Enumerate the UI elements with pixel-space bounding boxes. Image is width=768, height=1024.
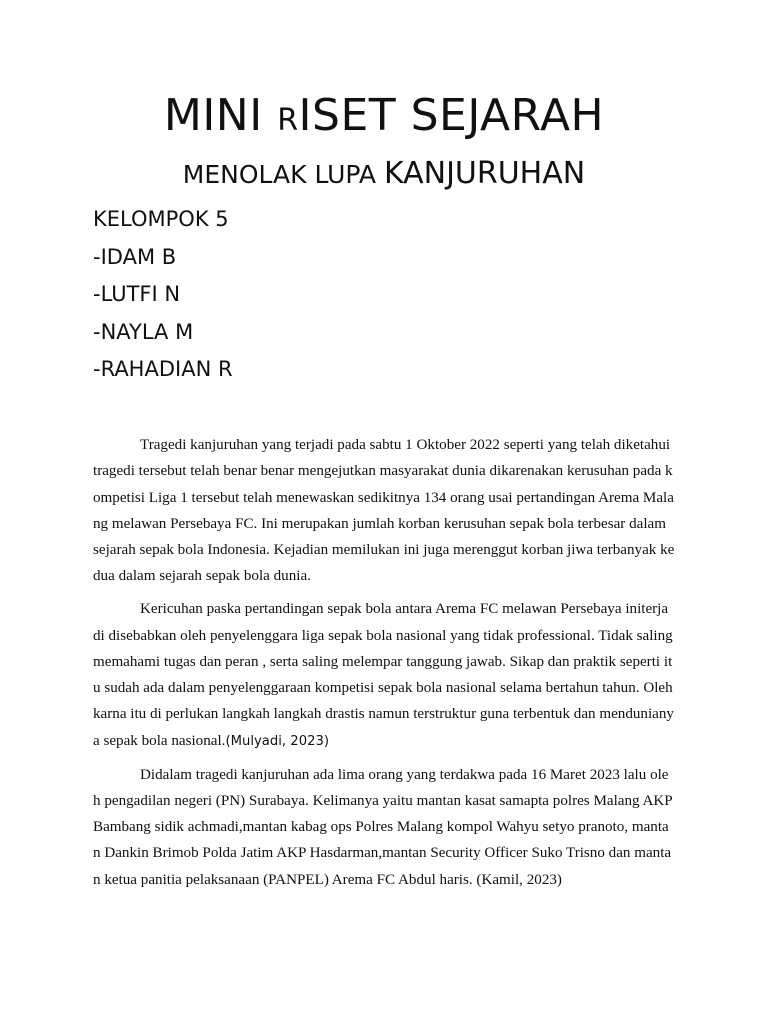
paragraph-3 [93,762,675,893]
paragraph-1 [93,432,675,590]
group-member: -NAYLA M [93,319,194,344]
paragraph-text: Kericuhan paska pertandingan sepak bola antara Arema FC melawan Persebaya initerjadi disebabkan oleh penyelenggara liga sepak bola nasional yang tidak professional. Tidak saling memahami tugas dan peran , serta saling melempar tanggung jawab. Sikap dan praktik seperti itu sudah ada dalam penyelenggaraan kompetisi sepak bola nasional selama bertahun tahun. Oleh karna itu di perlukan langkah langkah drastis namun terstruktur guna terbentuk dan mendunianya sepak bola nasional. [93,601,674,749]
paragraph-2 [93,596,675,755]
group-member: -LUTFI N [93,282,181,306]
subtitle-part-1: MENOLAK LUPA [182,160,384,189]
subtitle-part-2: KANJURUHAN [383,156,586,191]
title-part-2: R [277,103,299,138]
title-part-1: MINI [163,90,278,141]
paragraph-text: Didalam tragedi kanjuruhan ada lima orang yang terdakwa pada 16 Maret 2023 lalu oleh pengadilan negeri (PN) Surabaya. Kelimanya yaitu mantan kasat samapta polres Malang AKP Bambang sidik achmadi,mantan kabag ops Polres Malang kompol Wahyu setyo pranoto, mantan Dankin Brimob Polda Jatim AKP Hasdarman,mantan Security Officer Suko Trisno dan mantan ketua panitia pelaksanaan (PANPEL) Arema FC Abdul haris. (Kamil, 2023) [93,766,673,888]
document-title [0,86,768,151]
citation: (Mulyadi, 2023) [225,733,330,749]
group-member: -RAHADIAN R [93,357,233,381]
document-body [93,432,675,900]
group-member: -IDAM B [93,244,177,269]
group-label: KELOMPOK 5 [93,207,229,231]
group-list [93,201,233,389]
title-part-3: ISET SEJARAH [298,90,605,141]
paragraph-text: Tragedi kanjuruhan yang terjadi pada sabtu 1 Oktober 2022 seperti yang telah diketahui tragedi tersebut telah benar benar mengejutkan masyarakat dunia dikarenakan kerusuhan pada kompetisi Liga 1 tersebut telah menewaskan sedikitnya 134 orang usai pertandingan Arema Malang melawan Persebaya FC. Ini merupakan jumlah korban kerusuhan sepak bola terbesar dalam sejarah sepak bola Indonesia. Kejadian memilukan ini juga merenggut korban jiwa terbanyak kedua dalam sejarah sepak bola dunia. [93,437,675,585]
document-subtitle [0,154,768,195]
